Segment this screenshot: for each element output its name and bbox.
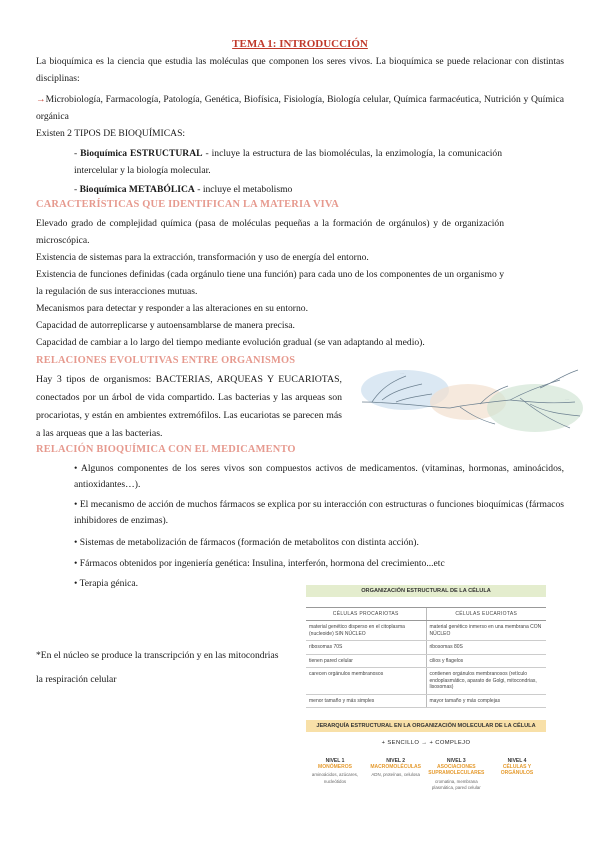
table-cell: mayor tamaño y más complejas — [426, 694, 546, 708]
hierarchy-level — [488, 758, 546, 791]
level-name: ASOCIACIONES SUPRAMOLECULARES — [428, 764, 485, 777]
hierarchy-levels — [306, 758, 546, 791]
types-intro: Existen 2 TIPOS DE BIOQUÍMICAS: — [36, 128, 186, 139]
characteristic-item: Mecanismos para detectar y responder a las alteraciones en su entorno. — [36, 303, 308, 314]
level-number: NIVEL 1 — [325, 758, 345, 764]
disciplines-paragraph — [36, 91, 564, 125]
svg-text:·····: ····· — [400, 371, 405, 375]
drug-item — [74, 497, 564, 529]
hierarchy-title: JERARQUÍA ESTRUCTURAL EN LA ORGANIZACIÓN MOLECULAR DE LA CÉLULA — [306, 720, 546, 732]
level-number: NIVEL 2 — [386, 758, 406, 764]
evolution-heading: RELACIONES EVOLUTIVAS ENTRE ORGANISMOS — [36, 355, 296, 366]
drug-item-text: El mecanismo de acción de muchos fármacos se explica por su interacción con estructuras o funciones bioquímicas (fármacos inhibidores de enzimas). — [74, 499, 565, 526]
bullet-icon: • — [74, 463, 78, 474]
structural-dash: - — [74, 148, 81, 159]
column-header-eukaryotic: CÉLULAS EUCARIOTAS — [426, 608, 546, 621]
bullet-icon: • — [74, 558, 78, 569]
metabolic-type — [74, 181, 502, 198]
characteristics-list — [36, 215, 504, 351]
drug-item-text: Terapia génica. — [79, 578, 139, 589]
structural-desc: - incluye la estructura de las biomoléculas, la enzimología, la comunicación intercelular y la biología molecular. — [74, 148, 502, 176]
drug-heading: RELACIÓN BIOQUÍMICA CON EL MEDICAMENTO — [36, 444, 296, 455]
column-header-prokaryotic: CÉLULAS PROCARIOTAS — [306, 608, 426, 621]
hierarchy-level — [367, 758, 425, 791]
characteristic-item: Capacidad de cambiar a lo largo del tiempo mediante evolución gradual (se van adaptando al medio). — [36, 337, 425, 348]
level-desc: ADN, proteínas, celulosa — [371, 772, 420, 778]
bullet-icon: • — [74, 499, 78, 510]
table-cell: material genético inmerso en una membrana CON NÚCLEO — [426, 621, 546, 641]
characteristic-item: Elevado grado de complejidad química (pasa de moléculas pequeñas a la formación de orgánulos) y de organización microscópica. — [36, 218, 504, 246]
level-number: NIVEL 3 — [446, 758, 466, 764]
svg-text:·····: ····· — [565, 423, 570, 427]
cell-table-title: ORGANIZACIÓN ESTRUCTURAL DE LA CÉLULA — [306, 585, 546, 597]
drug-item-text: Sistemas de metabolización de fármacos (formación de metabolitos con distinta acción). — [79, 537, 419, 548]
table-header-row — [306, 608, 546, 621]
tree-of-life-image — [360, 362, 585, 444]
table-cell: menor tamaño y más simples — [306, 694, 426, 708]
svg-text:·····: ····· — [565, 397, 570, 401]
arrow-icon: → — [36, 94, 46, 105]
characteristic-item: Existencia de sistemas para la extracción, transformación y uso de energía del entorno. — [36, 252, 369, 263]
structural-label: Bioquímica ESTRUCTURAL — [80, 148, 203, 159]
page-title: TEMA 1: INTRODUCCIÓN — [232, 38, 368, 50]
drug-item-text: Algunos componentes de los seres vivos son compuestos activos de medicamentos. (vitaminas, hormonas, aminoácidos, antioxidantes…). — [74, 463, 565, 490]
characteristics-heading: CARACTERÍSTICAS QUE IDENTIFICAN LA MATERIA VIVA — [36, 199, 339, 210]
table-cell: ribosomas 70S — [306, 641, 426, 655]
molecular-hierarchy — [306, 720, 546, 791]
structural-type — [74, 145, 502, 179]
table-row — [306, 668, 546, 695]
svg-text:·····: ····· — [560, 375, 565, 379]
characteristic-item: Existencia de funciones definidas (cada orgánulo tiene una función) para cada uno de los componentes de un organismo y la regulación de sus interacciones mutuas. — [36, 269, 504, 297]
drug-item — [74, 535, 564, 551]
level-name: MONÓMEROS — [318, 764, 352, 771]
hierarchy-level — [306, 758, 364, 791]
metabolic-label: Bioquímica METABÓLICA — [79, 184, 195, 195]
drug-item — [74, 461, 564, 493]
table-cell: ribosomas 80S — [426, 641, 546, 655]
level-desc: aminoácidos, azúcares, nucleótidos — [311, 772, 359, 784]
complexity-arrow: + SENCILLO → + COMPLEJO — [381, 740, 471, 746]
level-name: CÉLULAS Y ORGÁNULOS — [500, 764, 534, 777]
note-line-2: la respiración celular — [36, 674, 117, 685]
bullet-icon: • — [74, 537, 78, 548]
table-row — [306, 654, 546, 668]
level-name: MACROMOLÉCULAS — [370, 764, 421, 771]
table-row — [306, 621, 546, 641]
characteristic-item: Capacidad de autorreplicarse y autoensamblarse de manera precisa. — [36, 320, 295, 331]
table-cell: carecen orgánulos membranosos — [306, 668, 426, 695]
drug-item — [74, 556, 564, 572]
disciplines-text: Microbiología, Farmacología, Patología, Genética, Biofísica, Fisiología, Biología celular, Química farmacéutica, Nutrición y Química orgánica — [36, 94, 564, 122]
bullet-icon: • — [74, 578, 78, 589]
metabolic-desc: - incluye el metabolismo — [194, 184, 293, 195]
table-cell: cilios y flagelos — [426, 654, 546, 668]
cell-structure-table — [306, 585, 546, 708]
evolution-paragraph: Hay 3 tipos de organismos: BACTERIAS, ARQUEAS Y EUCARIOTAS, conectados por un árbol de vida compartido. Las bacterias y las arqueas son procariotas, y están en ambientes extremófilos. Las eucariotas se parecen más a las arqueas que a las bacterias. — [36, 374, 342, 439]
hierarchy-level — [427, 758, 485, 791]
table-cell: material genético disperso en el citoplasma (nucleoide) SIN NÚCLEO — [306, 621, 426, 641]
table-row — [306, 641, 546, 655]
drug-item-text: Fármacos obtenidos por ingeniería genética: Insulina, interferón, hormona del crecimiento...etc — [79, 558, 445, 569]
intro-paragraph: La bioquímica es la ciencia que estudia las moléculas que componen los seres vivos. La bioquímica se puede relacionar con distintas disciplinas: — [36, 56, 564, 84]
table-row — [306, 694, 546, 708]
table-cell: tienen pared celular — [306, 654, 426, 668]
level-desc: cromatina, membrana plasmática, pared celular — [431, 778, 481, 790]
metabolic-dash: - — [74, 184, 80, 195]
cell-comparison-table — [306, 607, 546, 708]
note-line-1: *En el núcleo se produce la transcripción y en las mitocondrias — [36, 650, 279, 661]
table-cell: contienen orgánulos membranosos (retículo endoplasmático, aparato de Golgi, mitocondrias, lisosomas) — [426, 668, 546, 695]
level-number: NIVEL 4 — [507, 758, 527, 764]
